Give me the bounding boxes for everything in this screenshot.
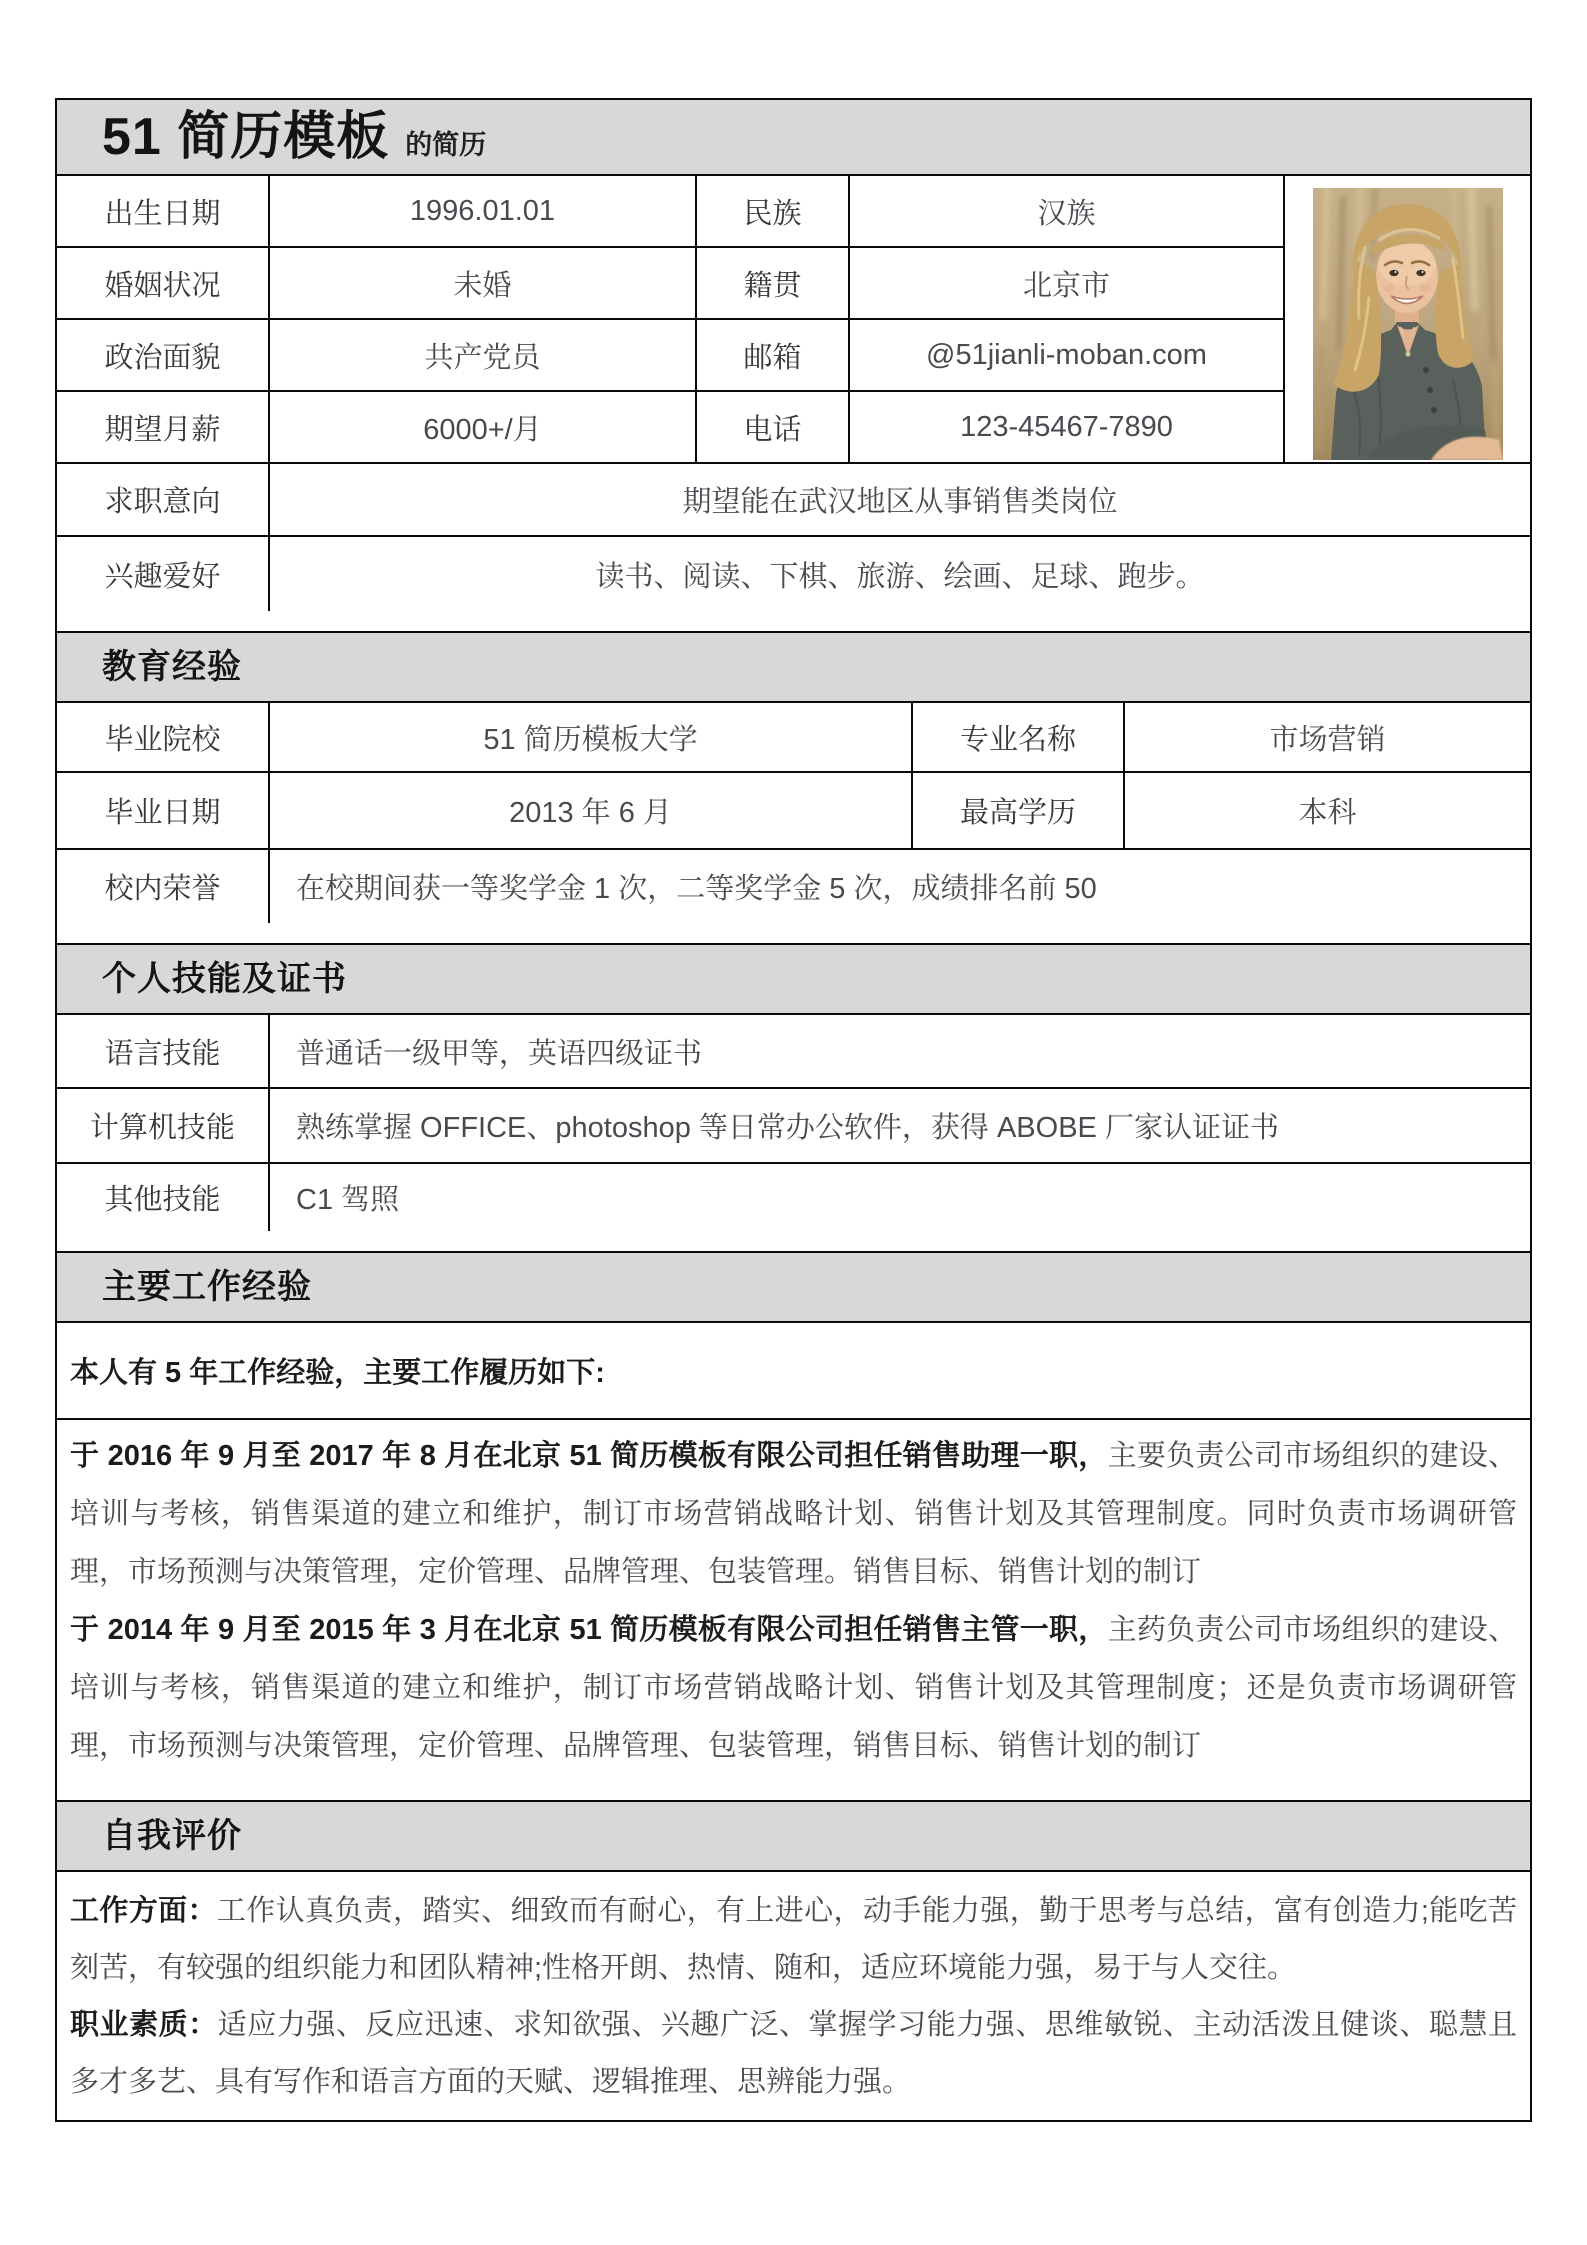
other-skill-value: C1 驾照: [270, 1164, 1530, 1231]
evaluation-item-body: 适应力强、反应迅速、求知欲强、兴趣广泛、掌握学习能力强、思维敏锐、主动活泼且健谈、聪慧且多才多艺、具有写作和语言方面的天赋、逻辑推理、思辨能力强。: [70, 2009, 1517, 2098]
hobbies-value: 读书、阅读、下棋、旅游、绘画、足球、跑步。: [270, 537, 1530, 611]
language-skill-value: 普通话一级甲等，英语四级证书: [270, 1015, 1530, 1087]
work-section-band: [55, 1251, 1532, 1323]
work-experience-block: [55, 1321, 1532, 1782]
computer-skill-label: 计算机技能: [57, 1089, 268, 1162]
evaluation-item-label: 工作方面：: [70, 1895, 217, 1927]
phone-value: 123-45467-7890: [850, 392, 1283, 462]
degree-value: 本科: [1125, 773, 1530, 848]
evaluation-item: [70, 1883, 1517, 1997]
job-entry-lead: 于 2016 年 9 月至 2017 年 8 月在北京 51 简历模板有限公司担任销售助理一职，: [70, 1440, 1108, 1472]
expected-salary-value: 6000+/月: [270, 392, 695, 462]
section-spacer: [55, 923, 1532, 945]
job-intention-value: 期望能在武汉地区从事销售类岗位: [270, 464, 1530, 535]
skills-table: [55, 1013, 1532, 1233]
work-intro: 本人有 5 年工作经验，主要工作履历如下:: [57, 1323, 1530, 1420]
job-entry: [70, 1427, 1517, 1601]
work-section-title: 主要工作经验: [102, 1268, 312, 1306]
evaluation-item-label: 职业素质：: [70, 2009, 218, 2041]
evaluation-block: [55, 1870, 1532, 2122]
resume-title: 51 简历模板: [102, 108, 390, 166]
expected-salary-label: 期望月薪: [57, 392, 268, 462]
section-spacer: [55, 611, 1532, 633]
birth-date-value: 1996.01.01: [270, 176, 695, 246]
evaluation-item: [70, 1997, 1517, 2111]
major-label: 专业名称: [913, 703, 1123, 771]
evaluation-section-title: 自我评价: [102, 1817, 242, 1855]
major-value: 市场营销: [1125, 703, 1530, 771]
skills-section-band: [55, 943, 1532, 1015]
evaluation-item-body: 工作认真负责，踏实、细致而有耐心，有上进心，动手能力强，勤于思考与总结，富有创造力;能吃苦刻苦，有较强的组织能力和团队精神;性格开朗、热情、随和，适应环境能力强，易于与人交往。: [70, 1895, 1517, 1984]
job-entry-lead: 于 2014 年 9 月至 2015 年 3 月在北京 51 简历模板有限公司担任销售主管一职，: [70, 1614, 1108, 1646]
section-spacer: [55, 1231, 1532, 1253]
job-entry-body: 主要负责公司市场组织的建设、培训与考核，销售渠道的建立和维护，制订市场营销战略计划、销售计划及其管理制度。同时负责市场调研管理，市场预测与决策管理，定价管理、品牌管理、包装管理。销售目标、销售计划的制订: [70, 1440, 1517, 1588]
basic-info-table: [55, 174, 1532, 613]
graduation-date-label: 毕业日期: [57, 773, 268, 848]
school-honor-value: 在校期间获一等奖学金 1 次，二等奖学金 5 次，成绩排名前 50: [270, 850, 1530, 923]
ethnicity-value: 汉族: [850, 176, 1283, 246]
applicant-photo: [1313, 188, 1503, 460]
education-section-title: 教育经验: [102, 648, 242, 686]
resume-title-suffix: 的简历: [405, 130, 487, 160]
evaluation-paragraphs: [57, 1872, 1530, 2120]
computer-skill-value: 熟练掌握 OFFICE、photoshop 等日常办公软件，获得 ABOBE 厂家认证证书: [270, 1089, 1530, 1162]
school-honor-label: 校内荣誉: [57, 850, 268, 923]
degree-label: 最高学历: [913, 773, 1123, 848]
native-place-value: 北京市: [850, 248, 1283, 318]
evaluation-section-band: [55, 1800, 1532, 1872]
other-skill-label: 其他技能: [57, 1164, 268, 1231]
email-value: @51jianli-moban.com: [850, 320, 1283, 390]
education-table: [55, 701, 1532, 925]
marital-status-value: 未婚: [270, 248, 695, 318]
language-skill-label: 语言技能: [57, 1015, 268, 1087]
job-entry: [70, 1601, 1517, 1775]
job-intention-label: 求职意向: [57, 464, 268, 535]
school-value: 51 简历模板大学: [270, 703, 911, 771]
necklace-pendant: [1405, 351, 1410, 356]
birth-date-label: 出生日期: [57, 176, 268, 246]
hobbies-label: 兴趣爱好: [57, 537, 268, 611]
education-section-band: [55, 631, 1532, 703]
marital-status-label: 婚姻状况: [57, 248, 268, 318]
email-label: 邮箱: [697, 320, 848, 390]
job-entry-body: 主药负责公司市场组织的建设、培训与考核，销售渠道的建立和维护，制订市场营销战略计划、销售计划及其管理制度；还是负责市场调研管理，市场预测与决策管理，定价管理、品牌管理、包装管理，销售目标、销售计划的制订: [70, 1614, 1517, 1762]
cheek-right: [1419, 284, 1431, 292]
ethnicity-label: 民族: [697, 176, 848, 246]
graduation-date-value: 2013 年 6 月: [270, 773, 911, 848]
section-spacer: [55, 1780, 1532, 1802]
resume-document: [55, 98, 1532, 2122]
political-status-label: 政治面貌: [57, 320, 268, 390]
skills-section-title: 个人技能及证书: [102, 960, 347, 998]
photo-cell: [1285, 176, 1530, 462]
cheek-left: [1383, 284, 1395, 292]
political-status-value: 共产党员: [270, 320, 695, 390]
phone-label: 电话: [697, 392, 848, 462]
native-place-label: 籍贯: [697, 248, 848, 318]
work-paragraphs: [57, 1420, 1530, 1780]
school-label: 毕业院校: [57, 703, 268, 771]
resume-title-band: [55, 98, 1532, 176]
